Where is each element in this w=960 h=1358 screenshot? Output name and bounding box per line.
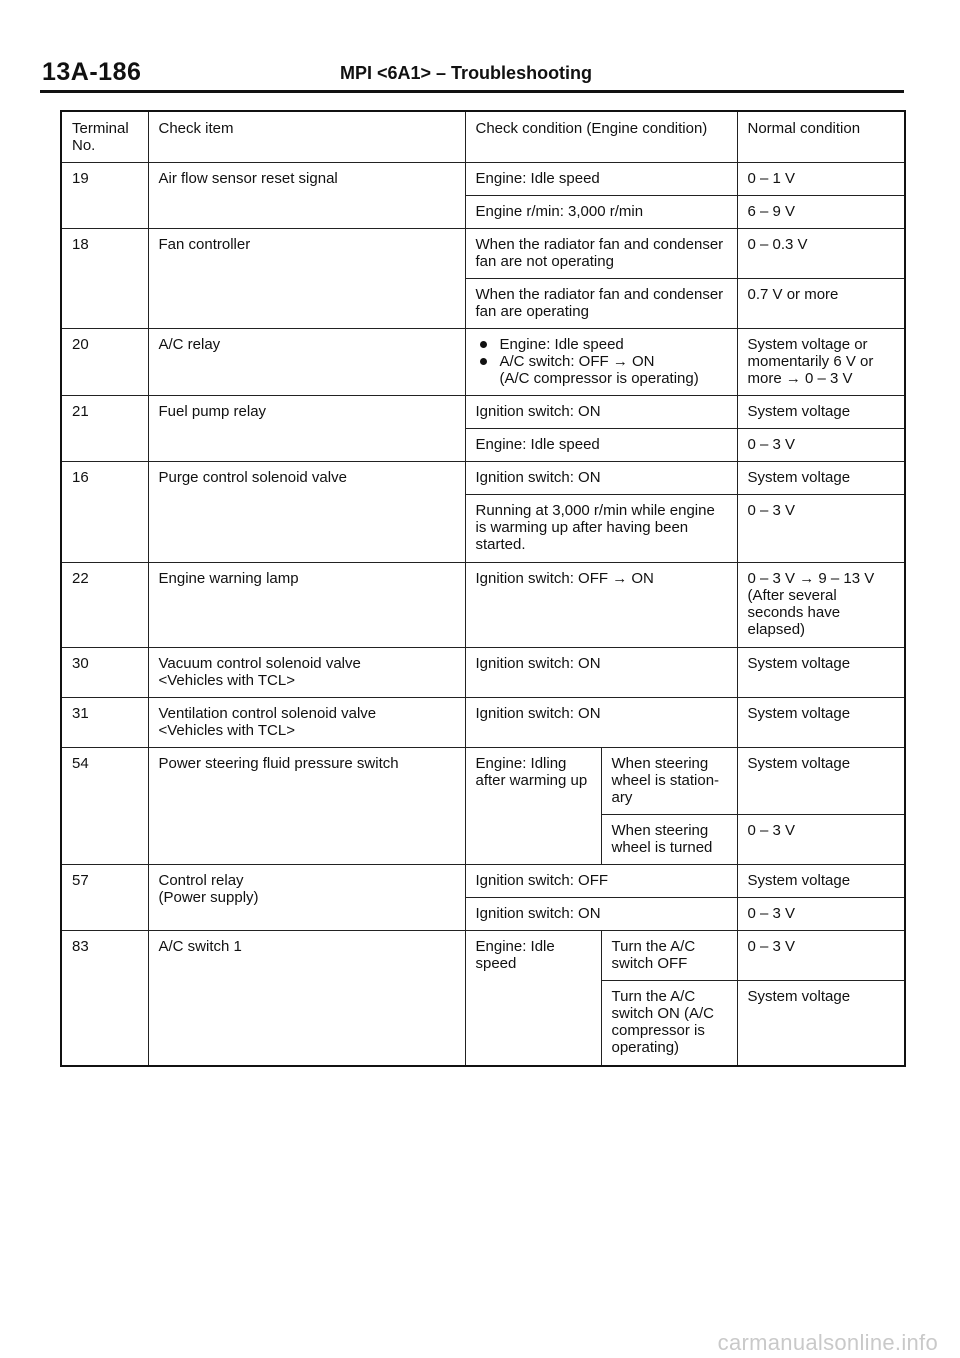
check-subcondition-cell: When steering wheel is turned (601, 815, 737, 865)
check-item-line: Control relay (158, 872, 244, 889)
normal-condition-cell: System voltage (737, 981, 905, 1066)
column-header-terminal: Terminal No. (61, 111, 148, 163)
normal-condition-cell: System voltage (737, 865, 905, 898)
check-condition-cell: Engine: Idling after warming up (465, 748, 601, 865)
terminal-cell: 31 (61, 698, 148, 748)
bullet-item: Engine: Idle speed (476, 336, 727, 353)
column-header-check-item: Check item (148, 111, 465, 163)
page-header (40, 58, 904, 93)
terminal-cell: 18 (61, 229, 148, 329)
table-row (61, 163, 905, 196)
normal-condition-cell: 0 – 3 V → 9 – 13 V (After several seconds have elapsed) (737, 563, 905, 648)
check-item-cell (148, 865, 465, 931)
check-item-qualifier: <Vehicles with TCL> (158, 672, 295, 689)
condition-bullet-list (476, 336, 727, 387)
table-header-row (61, 111, 905, 163)
terminal-cell: 30 (61, 648, 148, 698)
check-condition-cell: When the radiator fan and condenser fan are not operating (465, 229, 737, 279)
check-condition-cell: Ignition switch: ON (465, 898, 737, 931)
check-item-cell: Fan controller (148, 229, 465, 329)
normal-condition-cell: 0 – 0.3 V (737, 229, 905, 279)
check-item-cell: Fuel pump relay (148, 396, 465, 462)
table-row (61, 748, 905, 815)
normal-condition-cell: System voltage (737, 648, 905, 698)
check-item-qualifier: <Vehicles with TCL> (158, 722, 295, 739)
check-condition-cell: Running at 3,000 r/min while engine is warming up after having been started. (465, 495, 737, 563)
table-row (61, 931, 905, 981)
check-subcondition-cell: When steering wheel is station-ary (601, 748, 737, 815)
check-condition-cell: Ignition switch: ON (465, 462, 737, 495)
terminal-cell: 19 (61, 163, 148, 229)
check-item-qualifier: (Power supply) (158, 889, 259, 906)
check-item-cell: Engine warning lamp (148, 563, 465, 648)
check-condition-cell: Ignition switch: ON (465, 648, 737, 698)
table-row (61, 698, 905, 748)
terminal-cell: 83 (61, 931, 148, 1066)
check-item-cell: Air flow sensor reset signal (148, 163, 465, 229)
check-condition-cell: Ignition switch: ON (465, 396, 737, 429)
table-row (61, 865, 905, 898)
table-row (61, 396, 905, 429)
page-title: MPI <6A1> – Troubleshooting (340, 63, 593, 83)
table-row (61, 229, 905, 279)
check-item-cell (148, 698, 465, 748)
check-item-line: Ventilation control solenoid valve (158, 705, 377, 722)
normal-condition-cell: 0 – 3 V (737, 898, 905, 931)
normal-condition-cell: 0 – 3 V (737, 931, 905, 981)
terminal-check-table (60, 110, 906, 1067)
check-condition-cell: Ignition switch: OFF (465, 865, 737, 898)
terminal-cell: 57 (61, 865, 148, 931)
bullet-item: A/C switch: OFF → ON (476, 353, 727, 370)
table-row (61, 563, 905, 648)
check-item-line: Vacuum control solenoid valve (158, 655, 361, 672)
check-condition-cell (465, 329, 737, 396)
site-watermark: carmanualsonline.info (717, 1330, 938, 1355)
check-condition-cell: Ignition switch: ON (465, 698, 737, 748)
check-subcondition-cell: Turn the A/C switch ON (A/C compressor is operating) (601, 981, 737, 1066)
normal-condition-cell: 0 – 3 V (737, 429, 905, 462)
check-condition-cell: Engine: Idle speed (465, 163, 737, 196)
table-row (61, 648, 905, 698)
normal-condition-cell: 0 – 1 V (737, 163, 905, 196)
terminal-cell: 22 (61, 563, 148, 648)
normal-condition-cell: System voltage (737, 462, 905, 495)
normal-condition-cell: 0 – 3 V (737, 495, 905, 563)
terminal-cell: 16 (61, 462, 148, 563)
check-condition-cell: Engine: Idle speed (465, 931, 601, 1066)
terminal-cell: 54 (61, 748, 148, 865)
normal-condition-cell: 6 – 9 V (737, 196, 905, 229)
check-item-cell: A/C relay (148, 329, 465, 396)
normal-condition-cell: 0.7 V or more (737, 279, 905, 329)
normal-condition-cell: System voltage (737, 698, 905, 748)
check-condition-cell: When the radiator fan and condenser fan are operating (465, 279, 737, 329)
check-item-cell: Purge control solenoid valve (148, 462, 465, 563)
check-item-cell: Power steering fluid pressure switch (148, 748, 465, 865)
check-condition-cell: Ignition switch: OFF → ON (465, 563, 737, 648)
check-subcondition-cell: Turn the A/C switch OFF (601, 931, 737, 981)
page-number: 13A-186 (42, 58, 142, 86)
column-header-normal-condition: Normal condition (737, 111, 905, 163)
check-condition-cell: Engine r/min: 3,000 r/min (465, 196, 737, 229)
normal-condition-cell: System voltage (737, 748, 905, 815)
normal-condition-cell: 0 – 3 V (737, 815, 905, 865)
terminal-cell: 21 (61, 396, 148, 462)
check-item-cell: A/C switch 1 (148, 931, 465, 1066)
check-condition-cell: Engine: Idle speed (465, 429, 737, 462)
bullet-item-continuation: (A/C compressor is operating) (499, 370, 699, 387)
normal-condition-cell: System voltage (737, 396, 905, 429)
table-row (61, 462, 905, 495)
terminal-cell: 20 (61, 329, 148, 396)
normal-condition-cell: System voltage or momentarily 6 V or more → 0 – 3 V (737, 329, 905, 396)
check-item-cell (148, 648, 465, 698)
column-header-check-condition: Check condition (Engine condition) (465, 111, 737, 163)
table-row (61, 329, 905, 396)
